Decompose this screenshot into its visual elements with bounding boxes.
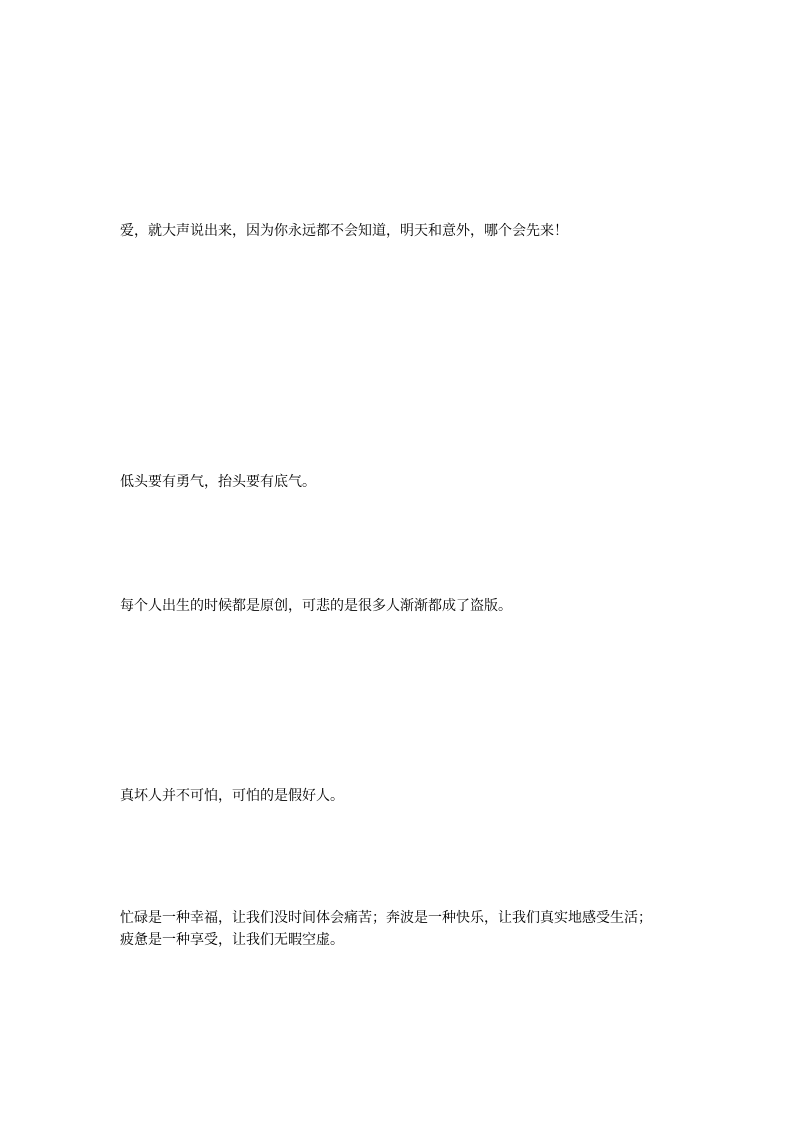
quote-paragraph-4: 真坏人并不可怕，可怕的是假好人。 bbox=[120, 788, 344, 804]
quote-paragraph-5: 忙碌是一种幸福，让我们没时间体会痛苦；奔波是一种快乐，让我们真实地感受生活； 疲惫是一种享受，让我们无暇空虚。 bbox=[120, 910, 652, 948]
quote-paragraph-1: 爱，就大声说出来，因为你永远都不会知道，明天和意外，哪个会先来！ bbox=[120, 223, 568, 239]
quote-paragraph-3: 每个人出生的时候都是原创，可悲的是很多人渐渐都成了盗版。 bbox=[120, 598, 512, 614]
quote-paragraph-2: 低头要有勇气，抬头要有底气。 bbox=[120, 474, 316, 490]
